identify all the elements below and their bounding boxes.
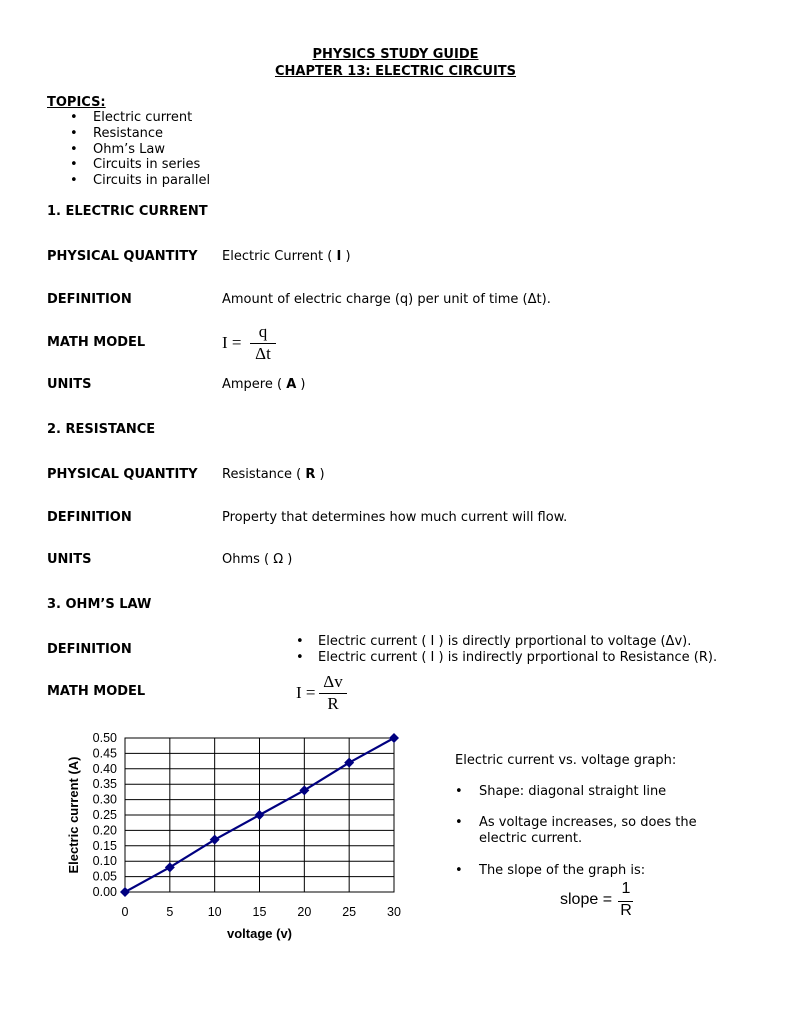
- ohm-definition-item: • Electric current ( I ) is directly prportional to voltage (Δv).: [296, 634, 717, 650]
- x-tick-label: 25: [342, 905, 357, 919]
- x-tick-label: 10: [207, 905, 222, 919]
- topic-item: • Resistance: [66, 126, 210, 142]
- section1-heading: 1. ELECTRIC CURRENT: [47, 204, 208, 219]
- section2-definition-label: DEFINITION: [47, 510, 132, 525]
- y-axis-label: Electric current (A): [66, 756, 81, 874]
- section3-definition-label: DEFINITION: [47, 642, 132, 657]
- graph-notes-list-2: [455, 815, 715, 847]
- data-point: [120, 887, 130, 897]
- x-tick-label: 0: [121, 905, 129, 919]
- topics-list: [66, 110, 210, 189]
- y-tick-label: 0.05: [92, 869, 117, 884]
- topic-item: • Ohm’s Law: [66, 142, 210, 158]
- current-formula: I = q Δt: [222, 322, 282, 366]
- y-tick-label: 0.35: [92, 777, 117, 792]
- data-point: [255, 810, 265, 820]
- section3-heading: 3. OHM’S LAW: [47, 597, 152, 612]
- chapter-title: CHAPTER 13: ELECTRIC CIRCUITS: [274, 64, 517, 79]
- section1-math-label: MATH MODEL: [47, 335, 146, 350]
- y-tick-label: 0.20: [92, 823, 117, 838]
- graph-note-item: • As voltage increases, so does the electric current.: [455, 815, 715, 847]
- data-point: [299, 785, 309, 795]
- section2-units-label: UNITS: [47, 552, 92, 567]
- slope-formula: slope = 1 R: [560, 880, 632, 919]
- y-tick-label: 0.50: [92, 731, 117, 745]
- topics-heading: TOPICS:: [47, 95, 106, 110]
- section1-units-label: UNITS: [47, 377, 92, 392]
- page-title: PHYSICS STUDY GUIDE: [312, 47, 479, 62]
- y-tick-label: 0.45: [92, 746, 117, 761]
- graph-notes-list-3: [455, 863, 755, 879]
- topic-item: • Circuits in parallel: [66, 173, 210, 189]
- section1-units-value: Ampere ( A ): [222, 377, 306, 392]
- y-tick-label: 0.10: [92, 854, 117, 869]
- y-tick-label: 0.40: [92, 761, 117, 776]
- current-voltage-chart: [40, 725, 440, 955]
- topic-item: • Circuits in series: [66, 157, 210, 173]
- section1-definition-label: DEFINITION: [47, 292, 132, 307]
- ohms-law-formula: I = Δv R: [296, 672, 356, 716]
- data-point: [344, 758, 354, 768]
- section2-quantity-label: PHYSICAL QUANTITY: [47, 467, 198, 482]
- data-point: [210, 835, 220, 845]
- data-point: [165, 862, 175, 872]
- section2-quantity-value: Resistance ( R ): [222, 467, 325, 482]
- section1-quantity-label: PHYSICAL QUANTITY: [47, 249, 198, 264]
- graph-notes-list: [455, 784, 755, 800]
- data-point: [389, 733, 399, 743]
- section2-heading: 2. RESISTANCE: [47, 422, 156, 437]
- x-tick-label: 20: [297, 905, 312, 919]
- section2-definition-text: Property that determines how much current will flow.: [222, 510, 568, 525]
- ohm-definition-item: • Electric current ( I ) is indirectly prportional to Resistance (R).: [296, 650, 717, 666]
- x-tick-label: 30: [387, 905, 401, 919]
- topic-item: • Electric current: [66, 110, 210, 126]
- x-tick-label: 15: [252, 905, 267, 919]
- y-tick-label: 0.15: [92, 838, 117, 853]
- graph-note-item: • Shape: diagonal straight line: [455, 784, 755, 800]
- y-tick-label: 0.30: [92, 792, 117, 807]
- ohm-definition-list: [296, 634, 717, 666]
- section3-math-label: MATH MODEL: [47, 684, 146, 699]
- graph-notes-heading: Electric current vs. voltage graph:: [455, 753, 677, 768]
- section2-units-value: Ohms ( Ω ): [222, 552, 293, 567]
- section1-definition-text: Amount of electric charge (q) per unit of time (Δt).: [222, 292, 551, 307]
- graph-note-item: • The slope of the graph is:: [455, 863, 755, 879]
- x-axis-label: voltage (v): [226, 926, 293, 941]
- y-tick-label: 0.00: [92, 885, 117, 899]
- x-tick-label: 5: [166, 905, 174, 919]
- section1-quantity-value: Electric Current ( I ): [222, 249, 351, 264]
- y-tick-label: 0.25: [92, 808, 117, 822]
